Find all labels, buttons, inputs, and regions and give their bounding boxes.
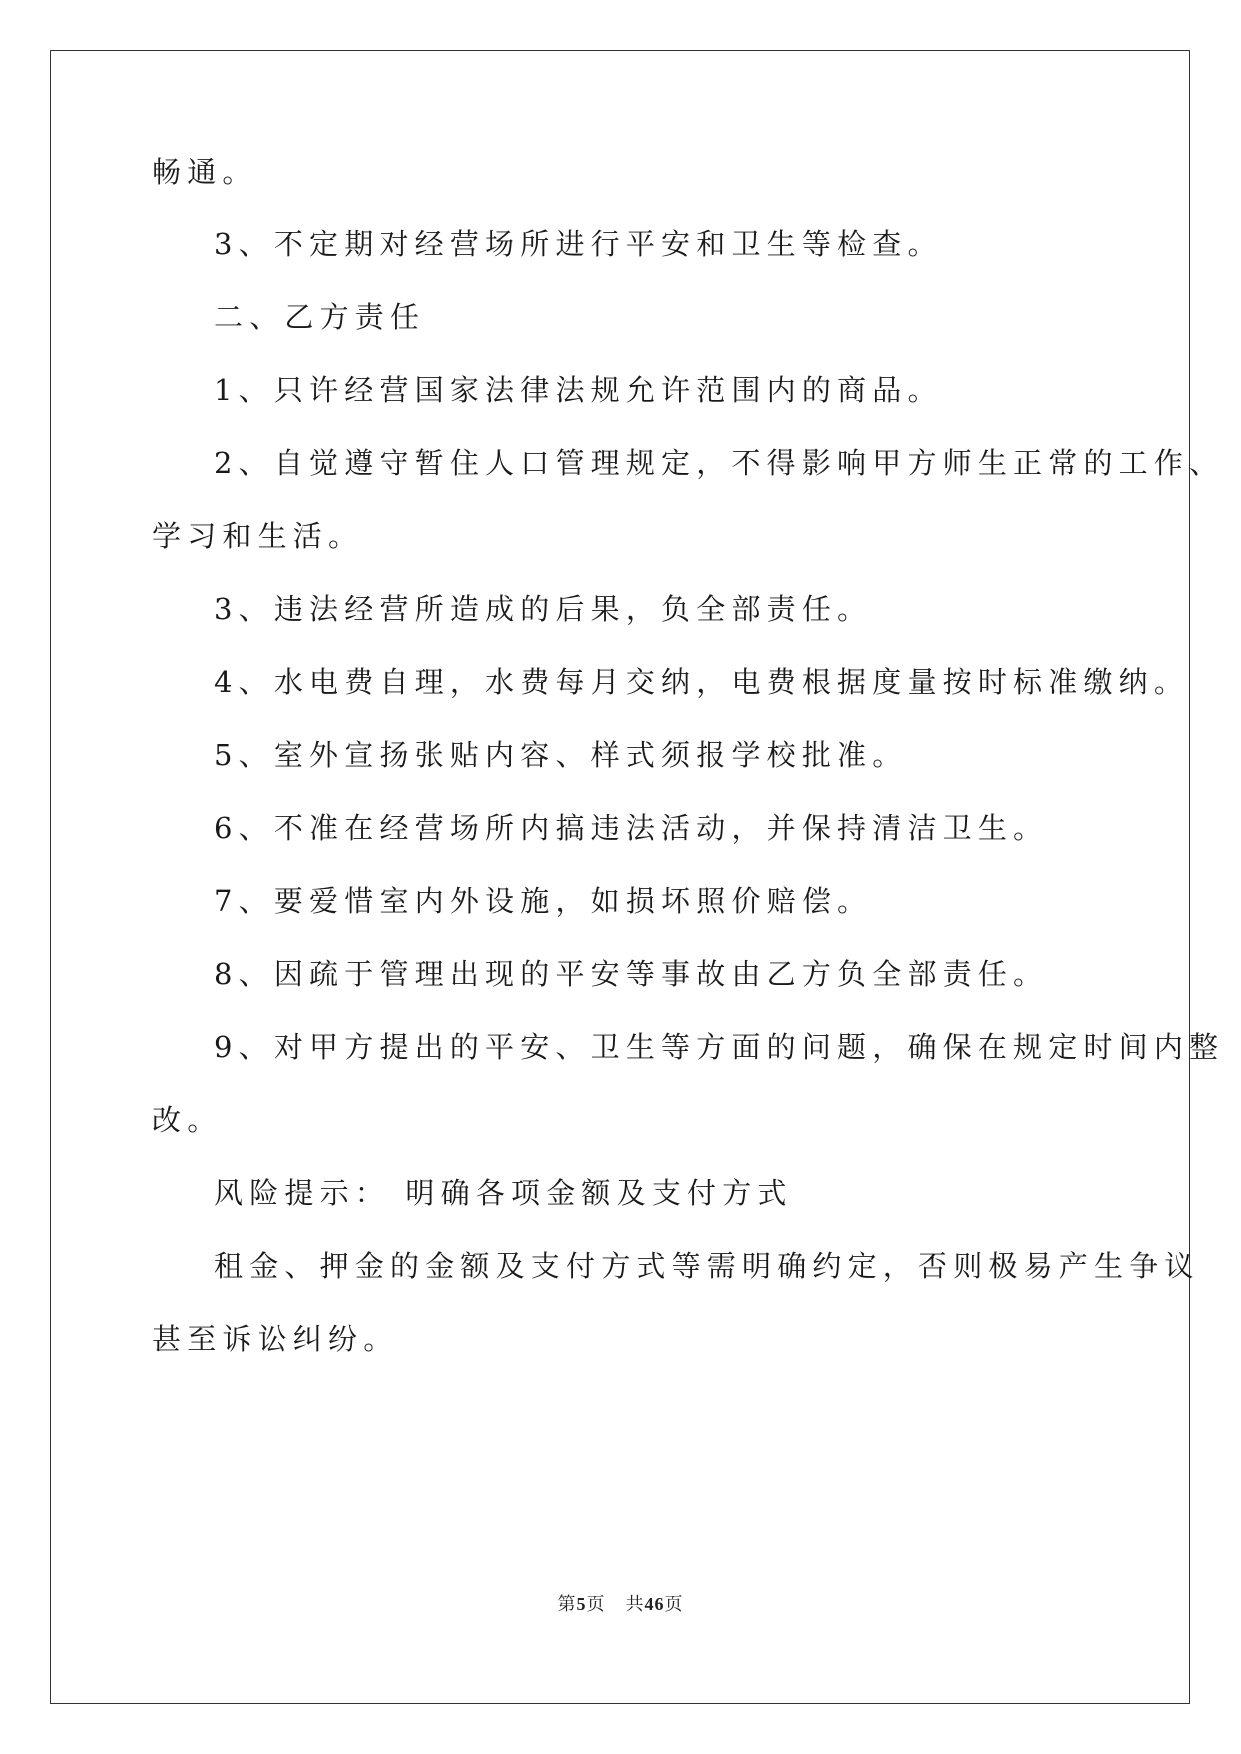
text-line: 甚至诉讼纠纷。 [152,1322,399,1356]
text-line: 3、违法经营所造成的后果，负全部责任。 [214,592,873,626]
total-label-prefix: 共 [625,1594,645,1615]
text-line: 改。 [152,1103,223,1137]
page-footer [0,1592,1241,1617]
total-label-suffix: 页 [664,1594,684,1615]
text-line: 租金、押金的金额及支付方式等需明确约定，否则极易产生争议 [214,1249,1200,1283]
text-line: 9、对甲方提出的平安、卫生等方面的问题，确保在规定时间内整 [214,1030,1225,1064]
text-line: 8、因疏于管理出现的平安等事故由乙方负全部责任。 [214,957,1049,991]
text-line: 6、不准在经营场所内搞违法活动，并保持清洁卫生。 [214,811,1049,845]
text-line: 5、室外宣扬张贴内容、样式须报学校批准。 [214,738,908,772]
page-label-prefix: 第 [557,1594,577,1615]
total-pages: 46 [644,1594,665,1614]
text-line: 学习和生活。 [152,519,364,553]
section-heading: 二、乙方责任 [214,300,426,334]
page-number: 5 [576,1594,587,1614]
text-line: 1、只许经营国家法律法规允许范围内的商品。 [214,373,943,407]
text-line: 2、自觉遵守暂住人口管理规定，不得影响甲方师生正常的工作、 [214,446,1225,480]
text-line: 4、水电费自理，水费每月交纳，电费根据度量按时标准缴纳。 [214,665,1190,699]
risk-tip-heading: 风险提示： 明确各项金额及支付方式 [214,1176,793,1210]
text-line: 7、要爱惜室内外设施，如损坏照价赔偿。 [214,884,873,918]
text-line: 畅通。 [152,155,258,189]
page-label-suffix: 页 [586,1594,606,1615]
text-line: 3、不定期对经营场所进行平安和卫生等检查。 [214,227,943,261]
